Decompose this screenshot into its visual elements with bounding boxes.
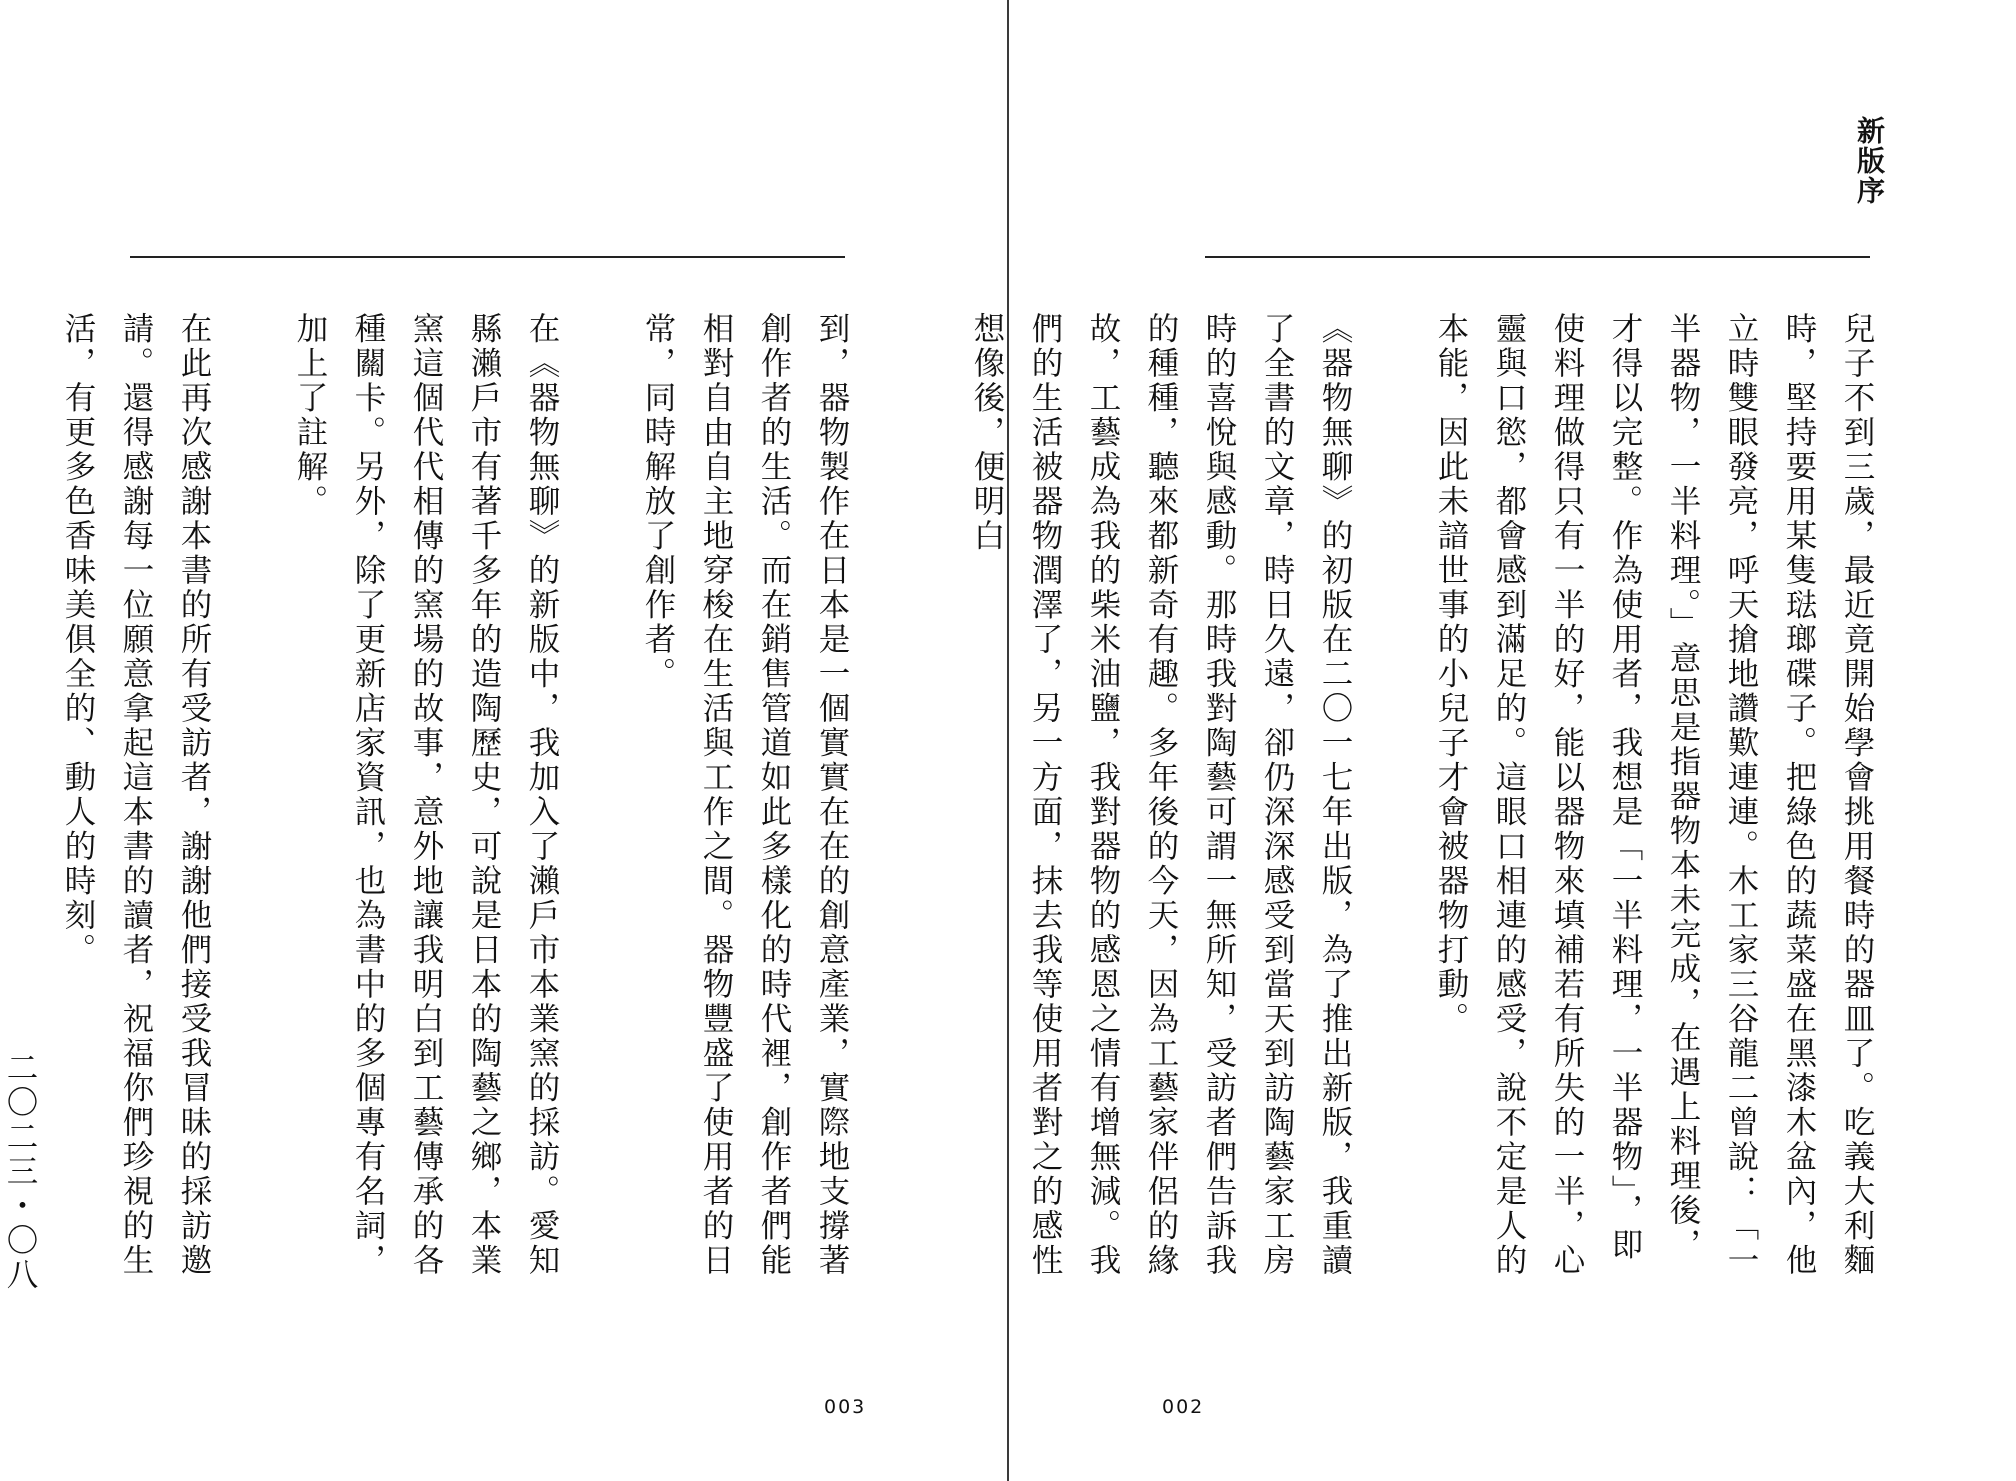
page-number-right: 002: [1162, 1396, 1205, 1418]
paragraph: 在此再次感謝本書的所有受訪者，謝謝他們接受我冒昧的採訪邀請。還得感謝每一位願意拿起這本書的讀者，祝福你們珍視的生活，有更多色香味美俱全的、動人的時刻。: [60, 312, 212, 1278]
left-page-text: [2, 312, 861, 1292]
left-header-rule: [130, 256, 845, 258]
paragraph: 在《器物無聊》的新版中，我加入了瀨戶市本業窯的採訪。愛知縣瀨戶市有著千多年的造陶歷史，可說是日本的陶藝之鄉，本業窯這個代代相傳的窯場的故事，意外地讓我明白到工藝傳承的各種關卡。另外，除了更新店家資訊，也為書中的多個專有名詞，加上了註解。: [292, 312, 560, 1278]
right-page-text: [969, 312, 1886, 1292]
paragraph: 《器物無聊》的初版在二〇一七年出版，為了推出新版，我重讀了全書的文章，時日久遠，卻仍深深感受到當天到訪陶藝家工房時的喜悅與感動。那時我對陶藝可謂一無所知，受訪者們告訴我的種種，聽來都新奇有趣。多年後的今天，因為工藝家伴侶的緣故，工藝成為我的柴米油鹽，我對器物的感恩之情有增無減。我們的生活被器物潤澤了，另一方面，抹去我等使用者對之的感性想像後，便明白: [969, 312, 1353, 1278]
date-line: 二〇二三・〇八: [2, 1050, 38, 1292]
section-title: 新版序: [1853, 116, 1886, 206]
paragraph: 兒子不到三歲，最近竟開始學會挑用餐時的器皿了。吃義大利麵時，堅持要用某隻琺瑯碟子。把綠色的蔬菜盛在黑漆木盆內，他立時雙眼發亮，呼天搶地讚歎連連。木工家三谷龍二曾說：「一半器物，一半料理。」意思是指器物本未完成，在遇上料理後，才得以完整。作為使用者，我想是「一半料理，一半器物」，即使料理做得只有一半的好，能以器物來填補若有所失的一半，心靈與口慾，都會感到滿足的。這眼口相連的感受，說不定是人的本能，因此未諳世事的小兒子才會被器物打動。: [1433, 312, 1875, 1278]
right-header-rule: [1205, 256, 1870, 258]
blank-line: [1364, 312, 1422, 1292]
page-number-left: 003: [824, 1396, 867, 1418]
blank-line: [571, 312, 629, 1292]
paragraph: 到，器物製作在日本是一個實實在在的創意產業，實際地支撐著創作者的生活。而在銷售管道如此多樣化的時代裡，創作者們能相對自由自主地穿梭在生活與工作之間。器物豐盛了使用者的日常，同時解放了創作者。: [640, 312, 850, 1278]
blank-line: [223, 312, 281, 1292]
